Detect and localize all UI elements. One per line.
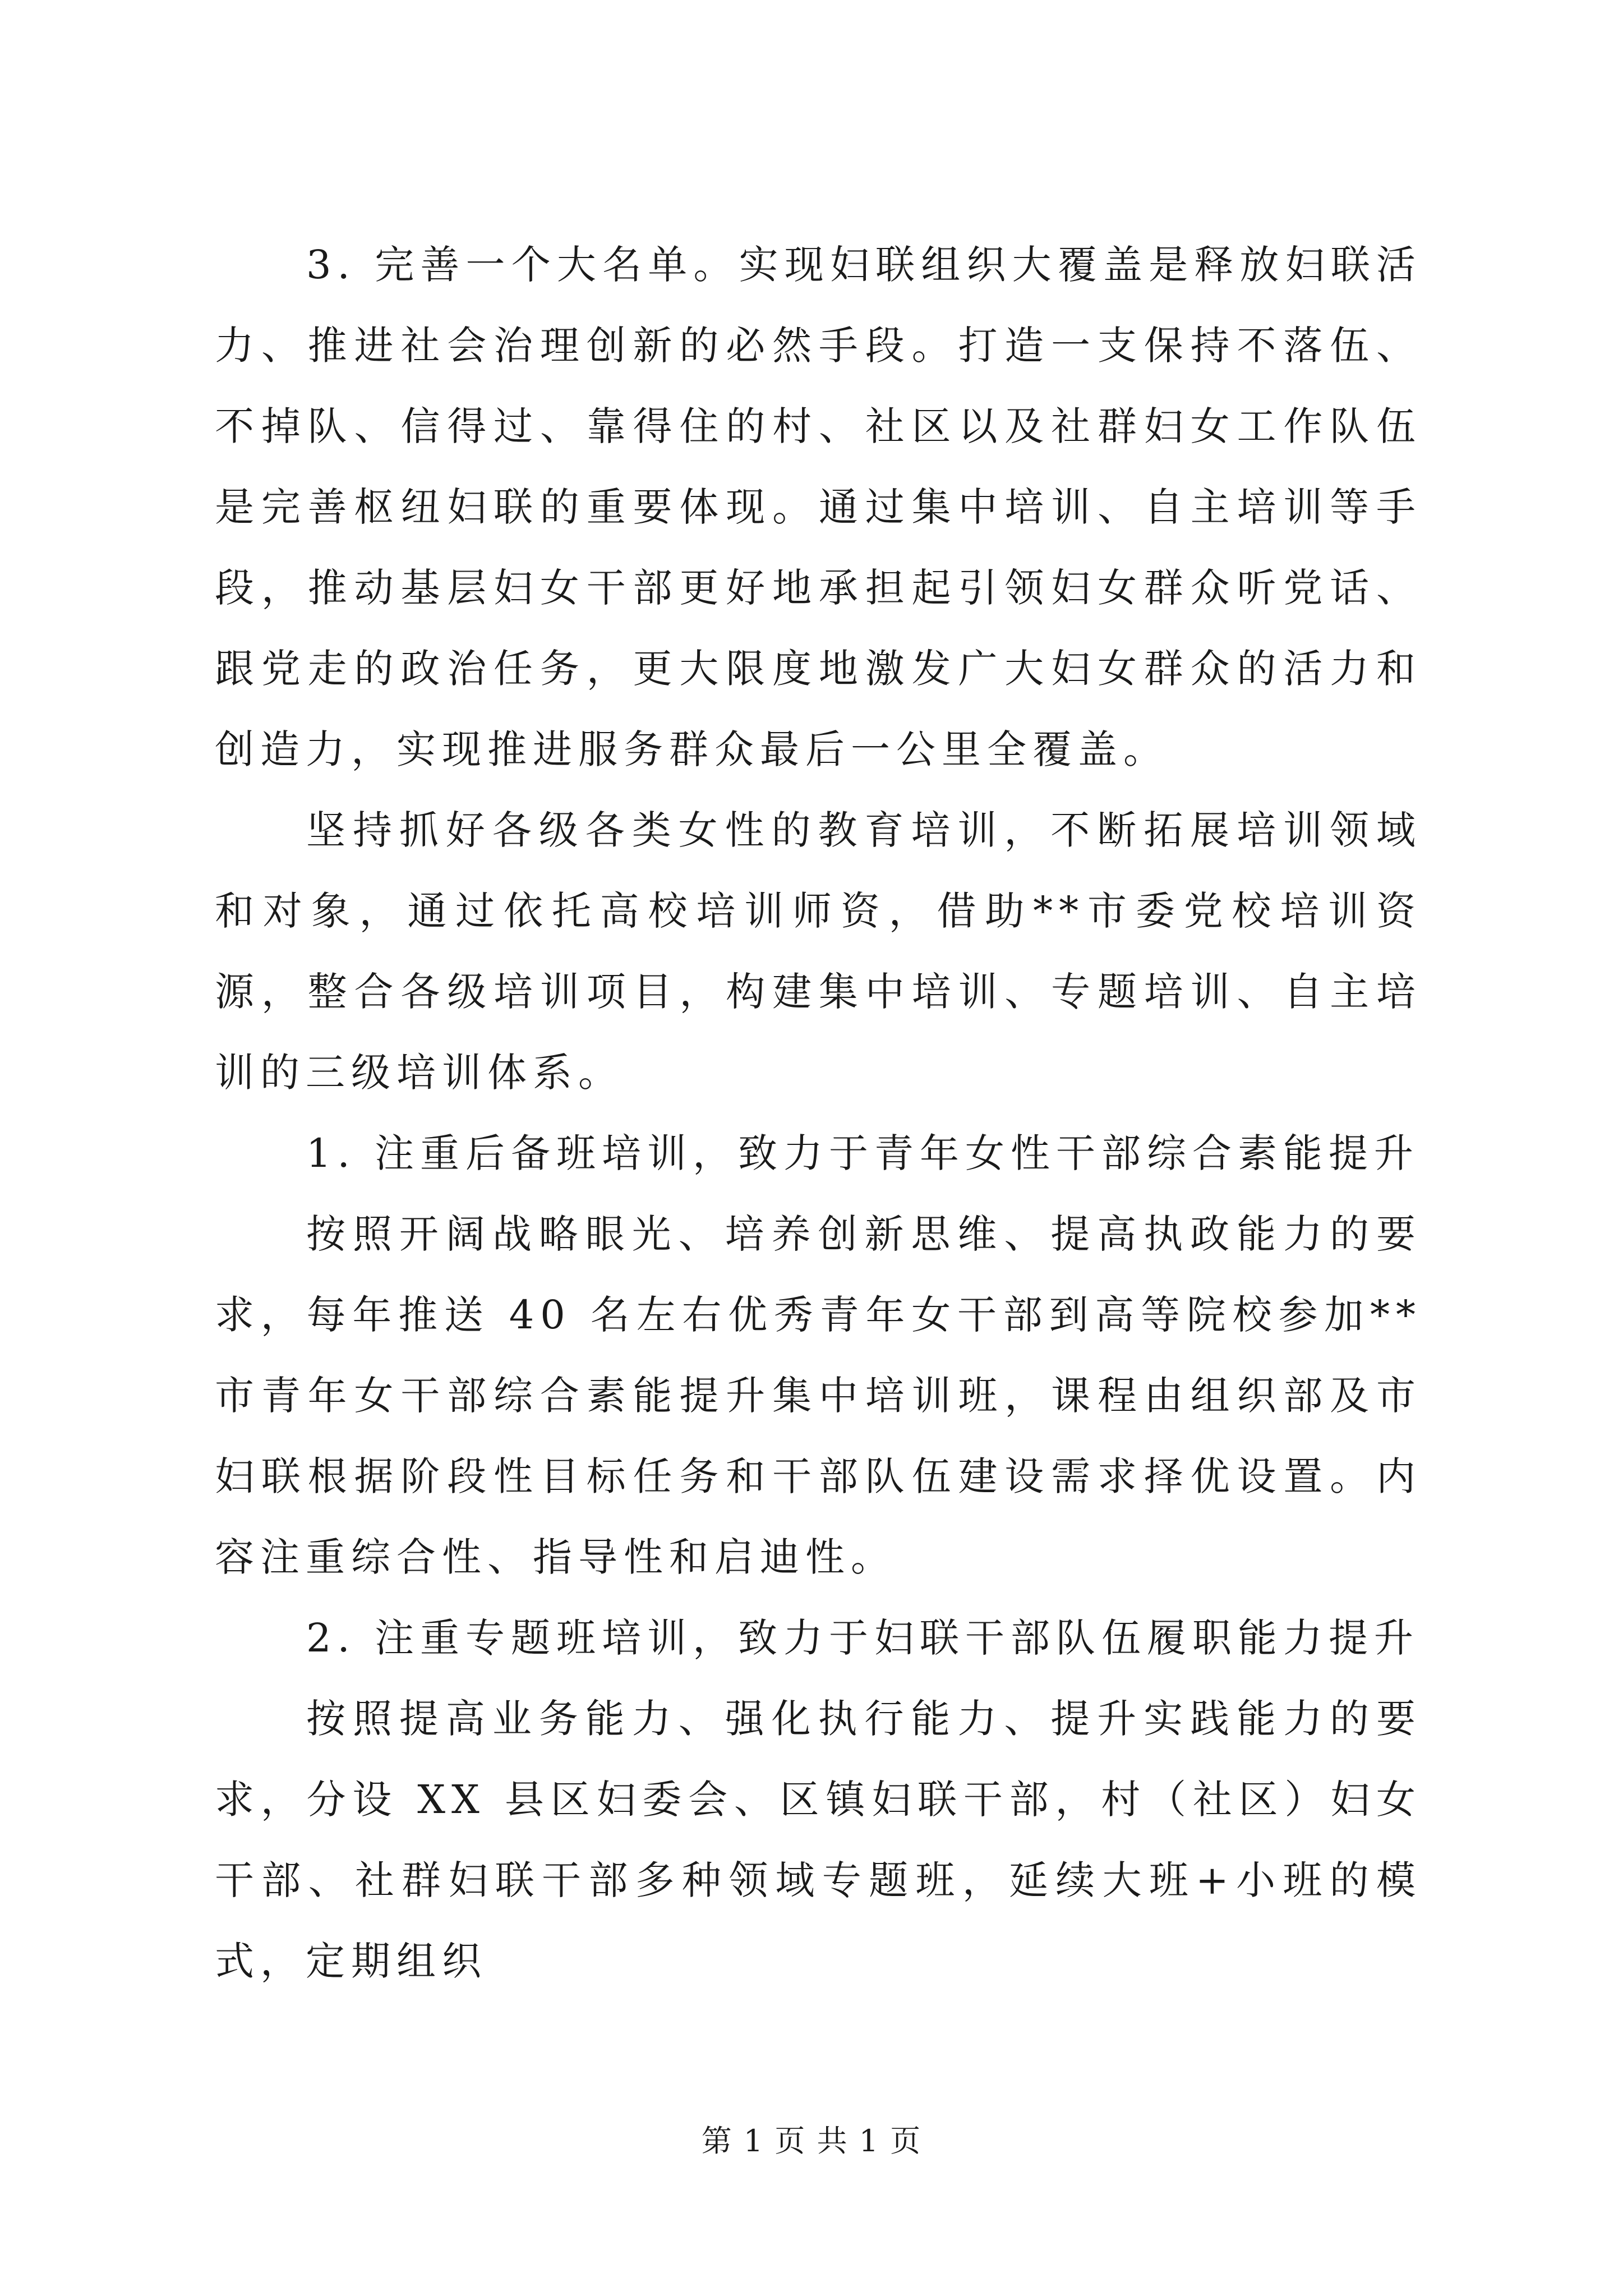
paragraph-complete-list: 3. 完善一个大名单。实现妇联组织大覆盖是释放妇联活力、推进社会治理创新的必然手段。打造一支保持不落伍、不掉队、信得过、靠得住的村、社区以及社群妇女工作队伍是完善枢纽妇联的重要体现。通过集中培训、自主培训等手段，推动基层妇女干部更好地承担起引领妇女群众听党话、跟党走的政治任务，更大限度地激发广大妇女群众的活力和创造力，实现推进服务群众最后一公里全覆盖。 [215,242,1422,772]
page-footer: 第 1 页 共 1 页 [701,2123,922,2159]
heading-special-class: 2. 注重专题班培训，致力于妇联干部队伍履职能力提升 [306,1615,1420,1661]
heading-reserve-class: 1. 注重后备班培训，致力于青年女性干部综合素能提升 [306,1130,1420,1176]
document-body [215,224,1422,2001]
paragraph-training-system: 坚持抓好各级各类女性的教育培训，不断拓展培训领域和对象，通过依托高校培训师资，借助**市委党校培训资源，整合各级培训项目，构建集中培训、专题培训、自主培训的三级培训体系。 [215,807,1422,1096]
paragraph-special-class: 按照提高业务能力、强化执行能力、提升实践能力的要求，分设 XX 县区妇委会、区镇妇联干部，村（社区）妇女干部、社群妇联干部多种领域专题班，延续大班+小班的模式，定期组织 [215,1696,1422,1984]
paragraph-reserve-class: 按照开阔战略眼光、培养创新思维、提高执政能力的要求，每年推送 40 名左右优秀青年女干部到高等院校参加**市青年女干部综合素能提升集中培训班，课程由组织部及市妇联根据阶段性目标任务和干部队伍建设需求择优设置。内容注重综合性、指导性和启迪性。 [215,1211,1422,1580]
